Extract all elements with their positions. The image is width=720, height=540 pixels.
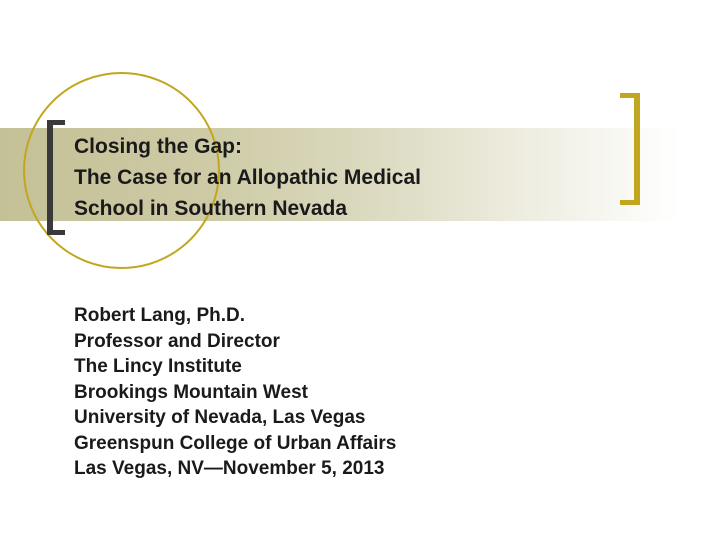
- institute-name: The Lincy Institute: [74, 356, 242, 377]
- author-position: Professor and Director: [74, 330, 280, 352]
- university-name: University of Nevada, Las Vegas: [74, 407, 366, 428]
- organization-name: Brookings Mountain West: [74, 381, 308, 403]
- slide-title: [74, 131, 421, 224]
- title-line: School in Southern Nevada: [74, 197, 348, 220]
- title-line: The Case for an Allopathic Medical: [74, 166, 421, 189]
- title-line: Closing the Gap:: [74, 135, 242, 158]
- right-bracket-decoration: [620, 93, 640, 205]
- left-bracket-decoration: [47, 120, 65, 235]
- author-name: Robert Lang, Ph.D.: [74, 305, 245, 326]
- location-date: Las Vegas, NV—November 5, 2013: [74, 458, 385, 479]
- slide-subtitle: [74, 303, 396, 482]
- college-name: Greenspun College of Urban Affairs: [74, 432, 397, 454]
